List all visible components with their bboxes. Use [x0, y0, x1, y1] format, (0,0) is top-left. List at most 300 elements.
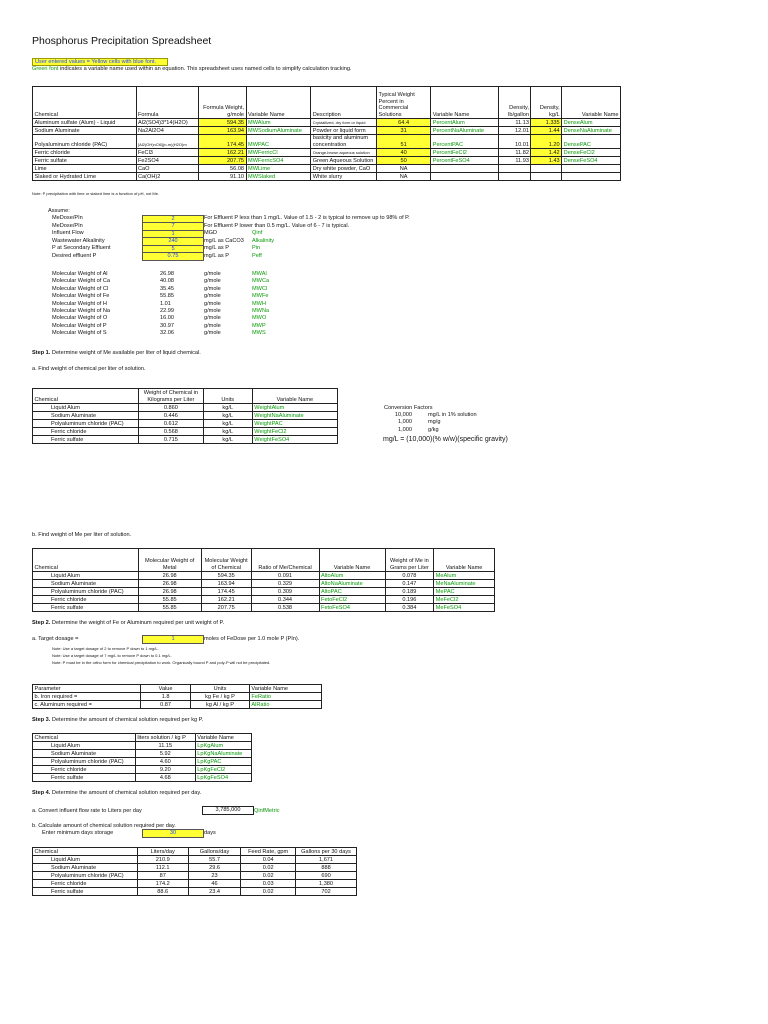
- mt-col-mwm: Molecular Weight of Metal: [138, 549, 201, 572]
- chemical-formula: [Al2(OH)nCl6](n-m)(H2O)m: [136, 135, 198, 149]
- step2-note-2: Note: Use a target dosage of 7 mg/L to remove P down to 0.1 mg/L.: [52, 653, 172, 658]
- liters-day: 174.2: [137, 880, 188, 888]
- weight-variable: WeightFeSO4: [252, 436, 337, 444]
- weight-variable: WeightNaAluminate: [252, 412, 337, 420]
- formula-weight: 56.08: [198, 165, 246, 173]
- chemical-name: Liquid Alum: [33, 742, 136, 750]
- density-kg-l: 1.335: [531, 119, 562, 127]
- density-kg-l: 1.43: [531, 157, 562, 165]
- step4-a-label: a. Convert influent flow rate to Liters per day: [32, 808, 142, 814]
- conv-equation: mg/L = (10,000)(% w/w)(specific gravity): [383, 436, 508, 443]
- wt-col-var: Variable Name: [252, 389, 337, 404]
- metal-variable: MeNaAluminate: [434, 580, 495, 588]
- chemical-name: Ferric chloride: [33, 596, 139, 604]
- parameter-units: kg Fe / kg P: [191, 693, 250, 701]
- weight-table: [32, 388, 338, 444]
- chemical-name: Ferric chloride: [33, 428, 139, 436]
- density-lb-gal: 11.82: [498, 149, 531, 157]
- feed-rate: 0.04: [241, 856, 296, 864]
- step1-text: Determine weight of Me available per liter of liquid chemical.: [50, 350, 201, 356]
- mw-label: Molecular Weight of Fe: [52, 293, 110, 300]
- conv-unit: mg/g: [428, 419, 441, 426]
- chemical-name: Ferric chloride: [33, 880, 138, 888]
- storage-days-input[interactable]: 30: [142, 829, 204, 838]
- chemical-mw: 594.35: [201, 572, 251, 580]
- table-row: [33, 750, 252, 758]
- chemical-name: Ferric chloride: [33, 149, 137, 157]
- table-row: [33, 774, 252, 782]
- mw-variable: MWFerricCl: [246, 149, 311, 157]
- metal-variable: MeFeCl2: [434, 596, 495, 604]
- table-row: [33, 157, 621, 165]
- chemical-formula: Al2(SO4)3*14(H2O): [136, 119, 198, 127]
- table-row: [33, 404, 338, 412]
- percent-variable: PercentFeCl2: [431, 149, 499, 157]
- density-lb-gal: [498, 173, 531, 181]
- metal-weight: 0.384: [385, 604, 434, 612]
- dt-col-gal30: Gallons per 30 days: [296, 848, 357, 856]
- assume-label-0: MeDose/PIn: [52, 215, 83, 221]
- ratio: 0.538: [251, 604, 319, 612]
- mw-label: Molecular Weight of H: [52, 300, 107, 307]
- weight-value: 0.612: [139, 420, 204, 428]
- gallons-storage: 888: [296, 864, 357, 872]
- chemical-formula: Fe2SO4: [136, 157, 198, 165]
- metal-weight: 0.147: [385, 580, 434, 588]
- mw-var: MWH: [252, 300, 266, 307]
- parameter-value: 1.8: [141, 693, 191, 701]
- weight-unit: kg/L: [203, 436, 252, 444]
- weight-variable: WeightFeCl2: [252, 428, 337, 436]
- chemical-name: Ferric sulfate: [33, 436, 139, 444]
- col-dlb: Density, lb/gallon: [498, 87, 531, 119]
- mw-unit: g/mole: [204, 300, 221, 307]
- wt-col-chemical: Chemical: [33, 389, 139, 404]
- metal-mw: 26.98: [138, 580, 201, 588]
- pt-col-units: Units: [191, 685, 250, 693]
- step4-num: Step 4.: [32, 790, 51, 796]
- assume-label-2: Influent Flow: [52, 230, 84, 236]
- pt-col-param: Parameter: [33, 685, 141, 693]
- weight-unit: kg/L: [203, 404, 252, 412]
- chemical-name: Sodium Aluminate: [33, 127, 137, 135]
- chemical-name: Polyaluminum chloride (PAC): [33, 872, 138, 880]
- metal-table: [32, 548, 495, 612]
- table-row: [33, 135, 621, 149]
- mw-variable: MWSodiumAluminate: [246, 127, 311, 135]
- liters-per-kg: 4.60: [135, 758, 195, 766]
- mt-col-ratio: Ratio of Me/Chemical: [251, 549, 319, 572]
- liters-per-kg: 4.68: [135, 774, 195, 782]
- step4-text: Determine the amount of chemical solution required per day.: [50, 790, 202, 796]
- assume-var-5: Peff: [252, 252, 262, 259]
- weight-percent: NA: [377, 165, 431, 173]
- chemical-mw: 162.21: [201, 596, 251, 604]
- col-desc: Description: [311, 87, 377, 119]
- mw-var: MWCl: [252, 285, 268, 292]
- gallons-storage: 690: [296, 872, 357, 880]
- step3-heading: [32, 717, 203, 723]
- metal-variable: MeAlum: [434, 572, 495, 580]
- ratio: 0.344: [251, 596, 319, 604]
- chemical-name: Liquid Alum: [33, 572, 139, 580]
- feed-rate: 0.02: [241, 872, 296, 880]
- table-row: [33, 766, 252, 774]
- table-row: [33, 127, 621, 135]
- step1-b-label: b. Find weight of Me per liter of solution.: [32, 532, 132, 538]
- assume-unit-3: mg/L as CaCO3: [204, 237, 244, 244]
- step2-heading: [32, 620, 224, 626]
- flow-var: QinfMetric: [254, 808, 280, 814]
- col-formula: Formula: [136, 87, 198, 119]
- table-row: [33, 173, 621, 181]
- assume-input-1[interactable]: 7: [142, 222, 204, 231]
- assume-var-2: Qinf: [252, 230, 263, 236]
- chemical-name: Polyaluminum chloride (PAC): [33, 588, 139, 596]
- liters-variable: LpKgPAC: [195, 758, 251, 766]
- mw-variable: MWFerricSO4: [246, 157, 311, 165]
- weight-variable: WeightAlum: [252, 404, 337, 412]
- mt-col-chemical: Chemical: [33, 549, 139, 572]
- table-row: [33, 880, 357, 888]
- chemical-name: Sodium Aluminate: [33, 864, 138, 872]
- assume-var-4: Pin: [252, 245, 261, 251]
- density-lb-gal: 12.01: [498, 127, 531, 135]
- table-row: [33, 588, 495, 596]
- mw-value: 32.06: [160, 330, 174, 337]
- assume-input-0[interactable]: 2: [142, 215, 204, 224]
- gallons-day: 23: [188, 872, 240, 880]
- metal-mw: 55.85: [138, 604, 201, 612]
- mw-value: 30.97: [160, 322, 174, 329]
- percent-variable: PercentPAC: [431, 135, 499, 149]
- density-variable: DenseFeSO4: [562, 157, 621, 165]
- weight-unit: kg/L: [203, 412, 252, 420]
- metal-mw: 55.85: [138, 596, 201, 604]
- table-row: [33, 596, 495, 604]
- ratio: 0.091: [251, 572, 319, 580]
- mw-unit: g/mole: [204, 285, 221, 292]
- conv-unit: mg/L in 1% solution: [428, 412, 477, 418]
- density-kg-l: 1.42: [531, 149, 562, 157]
- col-pct: Typical Weight Percent in Commercial Solutions: [377, 87, 431, 119]
- description: basicity and aluminum concentration: [311, 135, 377, 149]
- mw-label: Molecular Weight of O: [52, 315, 108, 322]
- description: Orange-brown aqueous solution: [311, 149, 377, 157]
- col-dvar: Variable Name: [562, 87, 621, 119]
- mw-unit: g/mole: [204, 308, 221, 314]
- metal-mw: 26.98: [138, 588, 201, 596]
- feed-rate: 0.02: [241, 888, 296, 896]
- mw-var: MWFe: [252, 293, 269, 300]
- metal-weight: 0.196: [385, 596, 434, 604]
- dt-col-gallons: Gallons/day: [188, 848, 240, 856]
- legend-yellow: User entered values = Yellow cells with blue font.: [32, 58, 168, 66]
- weight-unit: kg/L: [203, 420, 252, 428]
- table-row: [33, 420, 338, 428]
- storage-days-unit: days: [204, 830, 216, 836]
- weight-variable: WeightPAC: [252, 420, 337, 428]
- ratio-variable: AltoNaAluminate: [319, 580, 385, 588]
- step4-b-label: b. Calculate amount of chemical solution required per day.: [32, 823, 176, 829]
- table-row: [33, 701, 322, 709]
- parameter-value: 0.87: [141, 701, 191, 709]
- table-row: [33, 758, 252, 766]
- metal-variable: MeFeSO4: [434, 604, 495, 612]
- step3-num: Step 3.: [32, 717, 51, 723]
- mw-var: MWP: [252, 322, 266, 329]
- assume-unit-1: For Effluent P lower than 0.5 mg/L. Value of 6 - 7 is typical.: [204, 222, 350, 229]
- mw-value: 1.01: [160, 300, 171, 307]
- ratio: 0.329: [251, 580, 319, 588]
- parameter-variable: AlRatio: [249, 701, 321, 709]
- chemical-name: Ferric sulfate: [33, 604, 139, 612]
- mw-var: MWS: [252, 330, 266, 337]
- table-row: [33, 119, 621, 127]
- conv-title: Conversion Factors: [384, 405, 433, 411]
- chemical-name: Polyaluminum chloride (PAC): [33, 135, 137, 149]
- chemical-name: Ferric chloride: [33, 766, 136, 774]
- page-title: Phosphorus Precipitation Spreadsheet: [32, 35, 212, 47]
- ratio: 0.309: [251, 588, 319, 596]
- chemical-name: Sodium Aluminate: [33, 580, 139, 588]
- table-row: [33, 436, 338, 444]
- conv-value: 10,000: [394, 412, 412, 418]
- weight-value: 0.860: [139, 404, 204, 412]
- percent-variable: [431, 173, 499, 181]
- mw-variable: MWPAC: [246, 135, 311, 149]
- density-variable: DenseFeCl2: [562, 149, 621, 157]
- chem-note: Note: P precipitation with lime or slaked lime is a function of pH, not Me.: [32, 191, 160, 196]
- pt-col-var: Variable Name: [249, 685, 321, 693]
- weight-percent: 64.4: [377, 119, 431, 127]
- step1-heading: [32, 350, 201, 356]
- chemical-formula: CaO: [136, 165, 198, 173]
- mw-value: 22.99: [160, 308, 174, 314]
- mw-label: Molecular Weight of Ca: [52, 278, 111, 285]
- chemical-mw: 163.94: [201, 580, 251, 588]
- assume-input-3[interactable]: 240: [142, 237, 204, 246]
- chemical-name: Liquid Alum: [33, 404, 139, 412]
- col-dkg: Density, kg/L: [531, 87, 562, 119]
- mw-unit: g/mole: [204, 330, 221, 337]
- weight-percent: 31: [377, 127, 431, 135]
- conv-value: 1,000: [398, 419, 412, 426]
- description: White slurry: [311, 173, 377, 181]
- table-row: [33, 742, 252, 750]
- mw-unit: g/mole: [204, 293, 221, 300]
- mw-label: Molecular Weight of S: [52, 330, 107, 337]
- chemical-formula: Ca(OH)2: [136, 173, 198, 181]
- parameter-variable: FeRatio: [249, 693, 321, 701]
- table-row: [33, 856, 357, 864]
- table-row: [33, 572, 495, 580]
- table-row: [33, 864, 357, 872]
- assume-input-4[interactable]: 5: [142, 245, 204, 254]
- assume-label-1: MeDose/PIn: [52, 222, 83, 229]
- assume-unit-5: mg/L as P: [204, 252, 229, 259]
- chemical-name: Lime: [33, 165, 137, 173]
- mw-unit: g/mole: [204, 278, 221, 285]
- chemical-name: Polyaluminum chloride (PAC): [33, 420, 139, 428]
- mw-variable: MWSlaked: [246, 173, 311, 181]
- liters-variable: LpKgFeSO4: [195, 774, 251, 782]
- table-row: [33, 412, 338, 420]
- step2-a-label: a. Target dosage =: [32, 636, 79, 642]
- description: Powder or liquid form: [311, 127, 377, 135]
- step2-note-1: Note: Use a target dosage of 2 to remove P down to 1 mg/L.: [52, 646, 159, 651]
- assume-label-4: P at Secondary Effluent: [52, 245, 111, 251]
- formula-weight: 162.21: [198, 149, 246, 157]
- table-row: [33, 604, 495, 612]
- density-lb-gal: 10.01: [498, 135, 531, 149]
- description: Crystallized, dry form or liquid: [311, 119, 377, 127]
- metal-variable: MePAC: [434, 588, 495, 596]
- lt-col-chemical: Chemical: [33, 734, 136, 742]
- weight-value: 0.568: [139, 428, 204, 436]
- feed-rate: 0.02: [241, 864, 296, 872]
- liters-per-kg: 5.92: [135, 750, 195, 758]
- gallons-storage: 1,671: [296, 856, 357, 864]
- parameter-name: b. Iron required =: [33, 693, 141, 701]
- liters-per-kg: 9.20: [135, 766, 195, 774]
- parameter-name: c. Aluminum required =: [33, 701, 141, 709]
- mt-col-mwc: Molecular Weight of Chemical: [201, 549, 251, 572]
- col-pvar: Variable Name: [431, 87, 499, 119]
- formula-weight: 163.94: [198, 127, 246, 135]
- mw-unit: g/mole: [204, 315, 221, 322]
- assume-label: Assume:: [48, 208, 70, 214]
- percent-variable: [431, 165, 499, 173]
- lt-col-value: liters solution / kg P: [135, 734, 195, 742]
- assume-label-3: Wastewater Alkalinity: [52, 237, 105, 244]
- legend: [32, 58, 352, 73]
- chemical-table: [32, 86, 621, 181]
- liters-day: 210.9: [137, 856, 188, 864]
- gallons-storage: 702: [296, 888, 357, 896]
- target-dosage-unit: moles of FeDose per 1.0 mole P (PIn).: [204, 636, 300, 642]
- density-kg-l: [531, 173, 562, 181]
- table-row: [33, 580, 495, 588]
- density-variable: DensePAC: [562, 135, 621, 149]
- table-row: [33, 165, 621, 173]
- step1-a-label: a. Find weight of chemical per liter of solution.: [32, 366, 146, 372]
- density-variable: DenseNaAluminate: [562, 127, 621, 135]
- table-row: [33, 693, 322, 701]
- weight-percent: NA: [377, 173, 431, 181]
- assume-label-5: Desired effluent P: [52, 252, 97, 259]
- mw-label: Molecular Weight of P: [52, 322, 107, 329]
- assume-input-2[interactable]: 1: [142, 230, 204, 239]
- step2-text: Determine the weight of Fe or Aluminum required per unit weight of P.: [50, 620, 225, 626]
- formula-weight: 207.75: [198, 157, 246, 165]
- ratio-variable: AltoAlum: [319, 572, 385, 580]
- percent-variable: PercentNaAluminate: [431, 127, 499, 135]
- chemical-name: Ferric sulfate: [33, 157, 137, 165]
- pt-col-value: Value: [141, 685, 191, 693]
- table-row: [33, 428, 338, 436]
- chemical-name: Aluminum sulfate (Alum) - Liquid: [33, 119, 137, 127]
- chemical-formula: FeCl3: [136, 149, 198, 157]
- target-dosage-input[interactable]: 1: [142, 635, 204, 644]
- chemical-name: Ferric sulfate: [33, 774, 136, 782]
- weight-unit: kg/L: [203, 428, 252, 436]
- mw-var: MWNa: [252, 308, 270, 314]
- liters-per-kg: 11.15: [135, 742, 195, 750]
- mw-value: 16.00: [160, 315, 174, 322]
- mt-col-var2: Variable Name: [434, 549, 495, 572]
- liters-day: 88.6: [137, 888, 188, 896]
- mw-var: MWAl: [252, 271, 267, 277]
- col-var: Variable Name: [246, 87, 311, 119]
- col-chemical: Chemical: [33, 87, 137, 119]
- mw-value: 55.85: [160, 293, 174, 300]
- gallons-day: 23.4: [188, 888, 240, 896]
- density-variable: DenseAlum: [562, 119, 621, 127]
- metal-weight: 0.189: [385, 588, 434, 596]
- assume-unit-4: mg/L as P: [204, 245, 229, 251]
- percent-variable: PercentFeSO4: [431, 157, 499, 165]
- percent-variable: PercentAlum: [431, 119, 499, 127]
- formula-weight: 174.45: [198, 135, 246, 149]
- gallons-day: 55.7: [188, 856, 240, 864]
- mt-col-var: Variable Name: [319, 549, 385, 572]
- lt-col-var: Variable Name: [195, 734, 251, 742]
- assume-input-5[interactable]: 0.75: [142, 252, 204, 261]
- chemical-name: Slaked or Hydrated Lime: [33, 173, 137, 181]
- chemical-mw: 207.75: [201, 604, 251, 612]
- conv-value: 1,000: [398, 426, 412, 433]
- mw-unit: g/mole: [204, 322, 221, 329]
- chemical-name: Polyaluminum chloride (PAC): [33, 758, 136, 766]
- step4-heading: [32, 790, 201, 796]
- wt-col-units: Units: [203, 389, 252, 404]
- formula-weight: 91.10: [198, 173, 246, 181]
- gallons-day: 46: [188, 880, 240, 888]
- feed-rate: 0.03: [241, 880, 296, 888]
- mw-var: MWO: [252, 315, 267, 322]
- mw-variable: MWAlum: [246, 119, 311, 127]
- chemical-table-header: [33, 87, 621, 119]
- liters-table: [32, 733, 252, 782]
- mw-var: MWCa: [252, 278, 270, 285]
- liters-day: 87: [137, 872, 188, 880]
- gallons-storage: 1,380: [296, 880, 357, 888]
- chemical-formula: Na2Al2O4: [136, 127, 198, 135]
- step2-num: Step 2.: [32, 620, 51, 626]
- mw-variable: MWLime: [246, 165, 311, 173]
- liters-day: 112.1: [137, 864, 188, 872]
- chemical-name: Sodium Aluminate: [33, 750, 136, 758]
- liters-variable: LpKgFeCl2: [195, 766, 251, 774]
- conv-unit: g/kg: [428, 426, 439, 433]
- density-variable: [562, 165, 621, 173]
- step3-text: Determine the amount of chemical solution required per kg P.: [50, 717, 204, 723]
- table-row: [33, 149, 621, 157]
- daily-table: [32, 847, 357, 896]
- chemical-name: Sodium Aluminate: [33, 412, 139, 420]
- chemical-mw: 174.45: [201, 588, 251, 596]
- liters-variable: LpKgNaAluminate: [195, 750, 251, 758]
- assume-unit-0: For Effluent P less than 1 mg/L. Value of 1.5 - 2 is typical to remove up to 98% of P.: [204, 215, 410, 221]
- density-lb-gal: [498, 165, 531, 173]
- liters-variable: LpKgAlum: [195, 742, 251, 750]
- density-lb-gal: 11.13: [498, 119, 531, 127]
- weight-value: 0.446: [139, 412, 204, 420]
- legend-green-lead: Green font: [32, 66, 59, 73]
- density-variable: [562, 173, 621, 181]
- mw-label: Molecular Weight of Na: [52, 308, 111, 314]
